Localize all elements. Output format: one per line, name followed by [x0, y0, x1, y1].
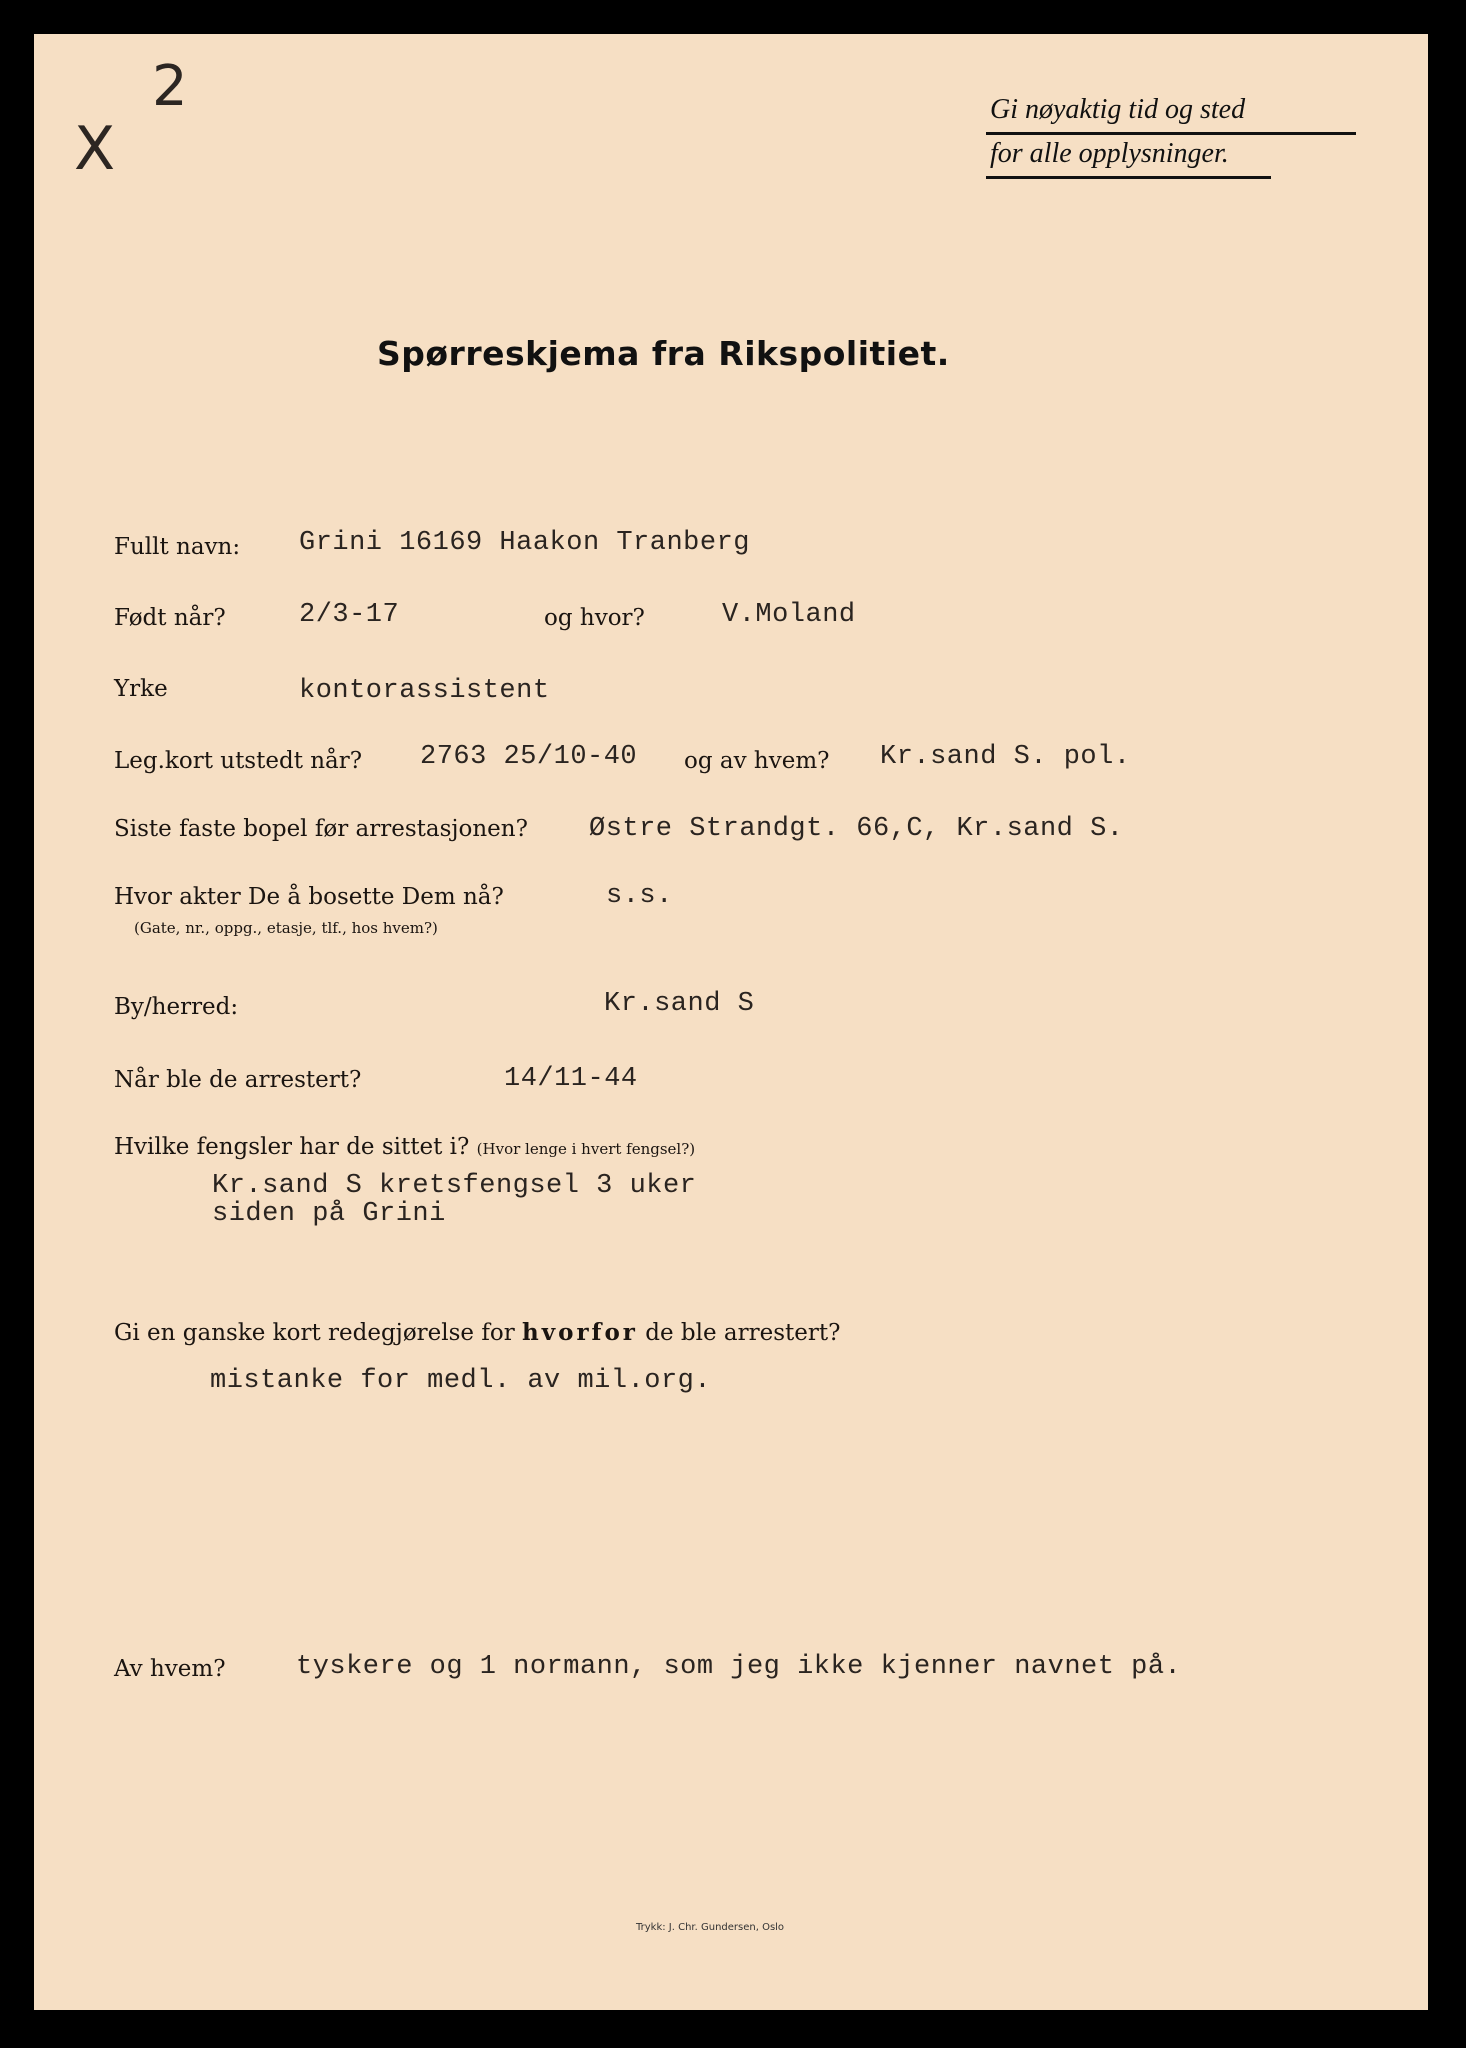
value-prisons-line-2: siden på Grini [212, 1199, 446, 1229]
value-id-card-by: Kr.sand S. pol. [880, 742, 1131, 772]
notice-rule-1 [986, 132, 1356, 135]
value-born-when: 2/3-17 [299, 600, 400, 630]
label-prisons-text: Hvilke fengsler har de sittet i? [114, 1134, 470, 1160]
notice-rule-2 [986, 176, 1271, 179]
margin-mark-2: 2 [152, 54, 188, 119]
label-reason-after: de ble arrestert? [637, 1320, 841, 1346]
label-arrested-by: Av hvem? [114, 1656, 226, 1682]
value-full-name: Grini 16169 Haakon Tranberg [299, 528, 750, 558]
label-id-card-when: Leg.kort utstedt når? [114, 748, 363, 774]
label-last-address: Siste faste bopel før arrestasjonen? [114, 816, 528, 842]
value-new-address: s.s. [606, 881, 673, 911]
value-arrested-when: 14/11-44 [504, 1064, 638, 1094]
value-occupation: kontorassistent [299, 676, 550, 706]
label-reason-emphasis: hvorfor [522, 1319, 638, 1346]
label-occupation: Yrke [114, 676, 168, 702]
label-id-card-by: og av hvem? [684, 748, 830, 774]
printer-imprint: Trykk: J. Chr. Gundersen, Oslo [636, 1922, 785, 1933]
form-title: Spørreskjema fra Rikspolitiet. [377, 334, 950, 373]
label-born-where: og hvor? [544, 605, 645, 631]
label-full-name: Fullt navn: [114, 534, 241, 560]
label-arrested-when: Når ble de arrestert? [114, 1067, 362, 1093]
notice-line-2: for alle opplysninger. [990, 138, 1229, 169]
label-new-address: Hvor akter De å bosette Dem nå? [114, 884, 504, 910]
hint-prisons: (Hvor lenge i hvert fengsel?) [476, 1140, 696, 1158]
label-born-when: Født når? [114, 605, 226, 631]
margin-mark-x: X [74, 114, 116, 184]
notice-line-1: Gi nøyaktig tid og sted [990, 94, 1246, 125]
value-last-address: Østre Strandgt. 66,C, Kr.sand S. [589, 814, 1124, 844]
label-reason [114, 1319, 840, 1346]
label-prisons [114, 1134, 695, 1160]
label-municipality: By/herred: [114, 994, 239, 1020]
label-reason-before: Gi en ganske kort redegjørelse for [114, 1320, 523, 1346]
hint-new-address: (Gate, nr., oppg., etasje, tlf., hos hvem?) [134, 919, 438, 937]
value-arrested-by: tyskere og 1 normann, som jeg ikke kjenner navnet på. [296, 1652, 1182, 1682]
value-municipality: Kr.sand S [604, 989, 755, 1019]
value-born-where: V.Moland [722, 600, 856, 630]
form-sheet [34, 34, 1428, 2010]
value-id-card-when: 2763 25/10-40 [420, 742, 638, 772]
value-reason: mistanke for medl. av mil.org. [210, 1366, 712, 1396]
value-prisons-line-1: Kr.sand S kretsfengsel 3 uker [212, 1171, 697, 1201]
